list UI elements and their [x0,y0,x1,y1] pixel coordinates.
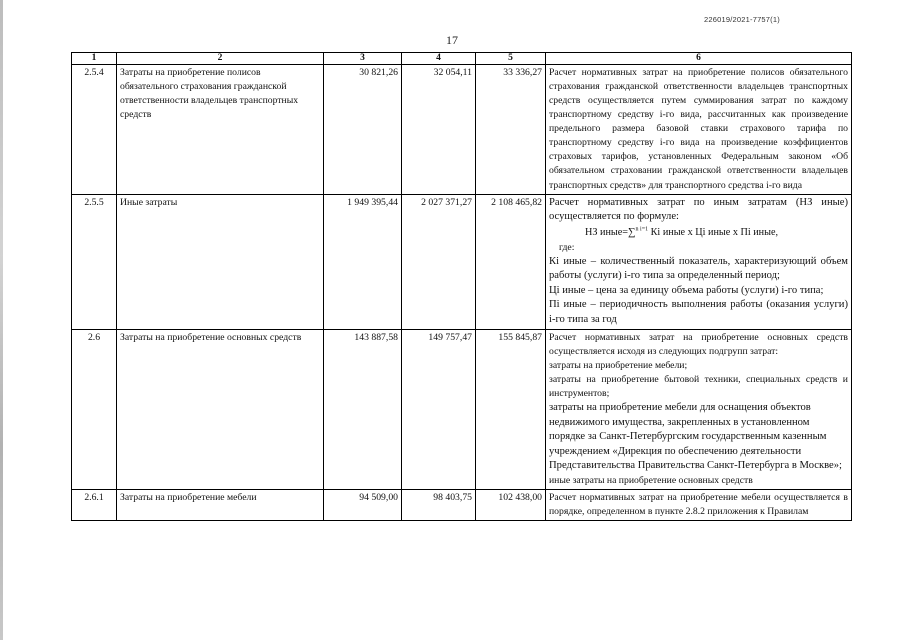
row-code: 2.6.1 [72,490,117,521]
column-header-6: 6 [546,53,852,65]
row-value-col3: 1 949 395,44 [324,194,402,329]
subgroup-item: затраты на приобретение мебели для оснащения объектов недвижимого имущества, закрепленных в установленном порядке за Санкт-Петербургским государственным казенным учреждением «Дирекция по обеспечению деятельности Представительства Правительства Санкт-Петербурга в Москве»; [549,401,842,472]
row-description: Расчет нормативных затрат на приобретение полисов обязательного страхования гражданской ответственности владельцев транспортных средств осуществляется путем суммирования затрат по каждому транспортному средству i-го вида, рассчитанных как произведение предельного размера базовой ставки страхового тарифа по транспортному средству i-го вида на произведение коэффициентов страховых тарифов, установленных Федеральным законом «Об обязательном страховании гражданской ответственности владельцев транспортных средств» для транспортного средства i-го вида [546,65,852,195]
row-value-col4: 2 027 371,27 [402,194,476,329]
row-name: Затраты на приобретение мебели [117,490,324,521]
row-value-col3: 30 821,26 [324,65,402,195]
row-name: Затраты на приобретение полисов обязательного страхования гражданской ответственности владельцев транспортных средств [117,65,324,195]
row-value-col5: 102 438,00 [476,490,546,521]
table-row [72,65,852,195]
row-code: 2.5.4 [72,65,117,195]
row-value-col4: 149 757,47 [402,329,476,489]
formula [549,225,848,241]
row-code: 2.5.5 [72,194,117,329]
subgroups-intro: Расчет нормативных затрат на приобретение основных средств осуществляется исходя из следующих подгрупп затрат: [549,331,848,357]
scan-edge-shadow [0,0,3,640]
sum-limits: n i=1 [635,226,649,233]
page-number: 17 [446,33,458,47]
row-name: Иные затраты [117,194,324,329]
row-value-col3: 94 509,00 [324,490,402,521]
row-value-col4: 98 403,75 [402,490,476,521]
formula-intro: Расчет нормативных затрат по иным затратам (НЗ иные) осуществляется по формуле: [549,196,848,223]
formula-where: где: [559,241,575,253]
column-header-2: 2 [117,53,324,65]
table-row [72,490,852,521]
table-row [72,329,852,489]
row-code: 2.6 [72,329,117,489]
cost-table [71,52,852,521]
subgroup-item: затраты на приобретение мебели; [549,359,688,371]
row-description [546,329,852,489]
column-header-4: 4 [402,53,476,65]
column-header-3: 3 [324,53,402,65]
table-row [72,194,852,329]
row-value-col5: 2 108 465,82 [476,194,546,329]
definition-k: Кi иные – количественный показатель, характеризующий объем работы (услуги) i-го типа за определенный период; [549,255,848,282]
header-row [72,53,852,65]
column-header-5: 5 [476,53,546,65]
formula-left: НЗ иные= [585,226,629,238]
row-description [546,194,852,329]
definition-p: Пi иные – периодичность выполнения работы (оказания услуги) i-го типа за год [549,299,848,326]
definition-c: Цi иные – цена за единицу объема работы (услуги) i-го типа; [549,284,824,296]
row-value-col3: 143 887,58 [324,329,402,489]
document-id: 226019/2021-7757(1) [704,15,780,24]
row-name: Затраты на приобретение основных средств [117,329,324,489]
row-description: Расчет нормативных затрат на приобретение мебели осуществляется в порядке, определенном в пункте 2.8.2 приложения к Правилам [546,490,852,521]
column-header-1: 1 [72,53,117,65]
subgroup-item: иные затраты на приобретение основных средств [549,475,753,487]
formula-right: Кi иные х Цi иные х Пi иные, [648,226,779,238]
row-value-col5: 33 336,27 [476,65,546,195]
row-value-col5: 155 845,87 [476,329,546,489]
row-value-col4: 32 054,11 [402,65,476,195]
sum-symbol: ∑ [628,226,636,238]
subgroup-item: затраты на приобретение бытовой техники, специальных средств и инструментов; [549,373,848,399]
